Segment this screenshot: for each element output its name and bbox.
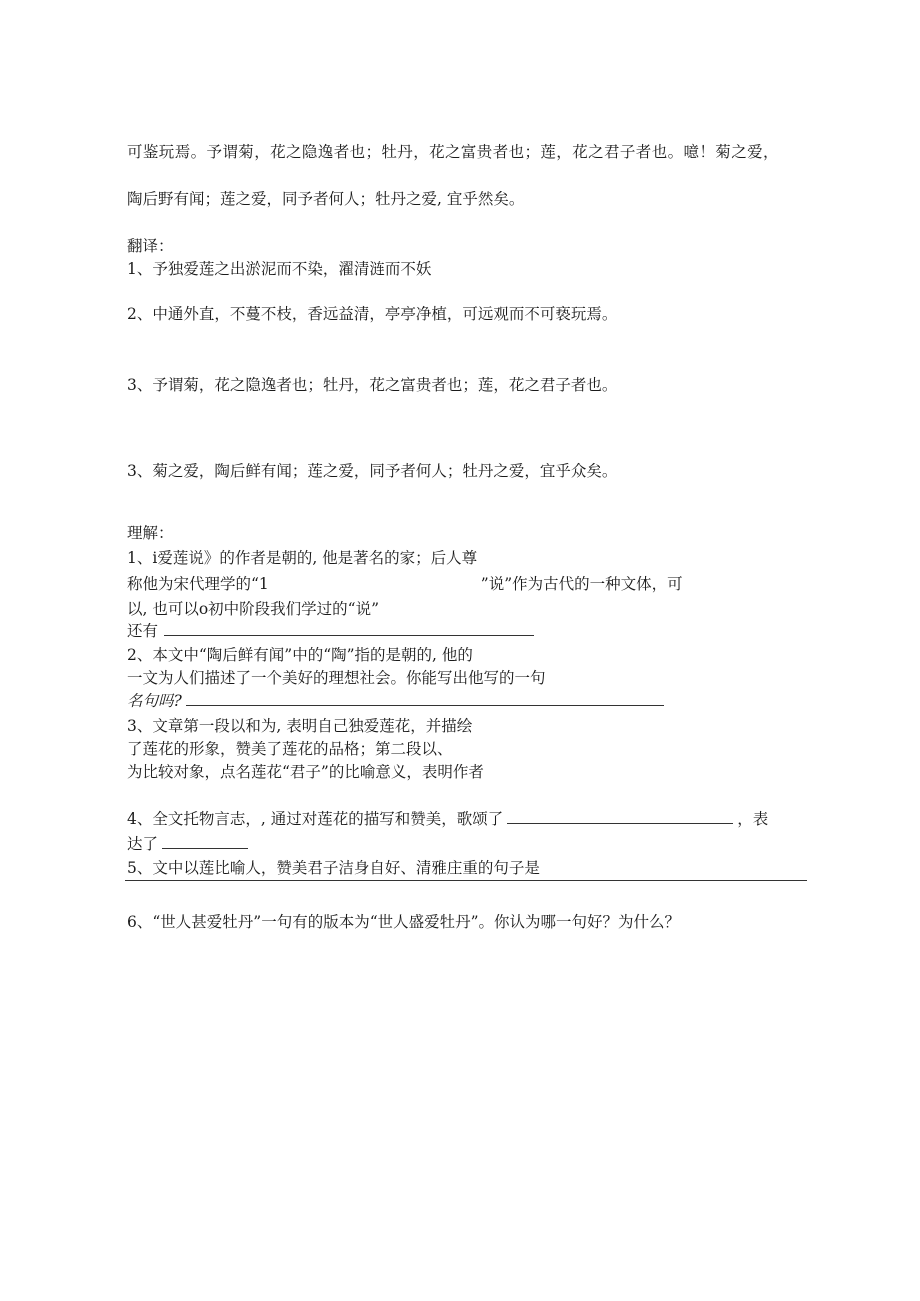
question-1-line-2: [127, 574, 683, 594]
question-5: 5、文中以莲比喻人，赞美君子洁身自好、清雅庄重的句子是: [127, 859, 540, 877]
question-2-line-3: [127, 691, 664, 711]
translation-heading: 翻译：: [127, 237, 174, 255]
question-3-line-3: 为比较对象，点名莲花“君子”的比喻意义，表明作者: [127, 763, 484, 781]
question-2-line-1: 2、本文中“陶后鲜有闻”中的“陶”指的是朝的, 他的: [127, 646, 473, 664]
question-2-line-3-label: 名句吗?: [127, 692, 182, 710]
question-1-line-2-start: 称他为宋代理学的“1: [127, 575, 269, 593]
question-1-line-2-end: ”说”作为古代的一种文体，可: [480, 575, 683, 593]
original-text-line-1: 可鉴玩焉。予谓菊，花之隐逸者也；牡丹，花之富贵者也；莲，花之君子者也。噫！菊之爱，: [127, 143, 779, 161]
question-2-answer-blank[interactable]: [186, 691, 664, 706]
translation-item-4: 3、菊之爱，陶后鲜有闻；莲之爱，同予者何人；牡丹之爱，宜乎众矣。: [127, 462, 618, 480]
translation-item-2: 2、中通外直，不蔓不枝，香远益清，亭亭净植，可远观而不可亵玩焉。: [127, 305, 618, 323]
question-6: 6、“世人甚爱牡丹”一句有的版本为“世人盛爱牡丹”。你认为哪一句好？为什么？: [127, 913, 681, 931]
question-3-line-1: 3、文章第一段以和为, 表明自己独爱莲花，并描绘: [127, 717, 473, 735]
question-1-line-4: [127, 621, 534, 641]
question-1-line-1: 1、i爱莲说》的作者是朝的, 他是著名的家；后人尊: [127, 549, 478, 567]
question-4-line-2: [127, 834, 248, 854]
question-4-line-1: [127, 809, 768, 829]
question-2-line-2: 一文为人们描述了一个美好的理想社会。你能写出他写的一句: [127, 669, 546, 687]
question-4-line-2-label: 达了: [127, 835, 159, 853]
original-text-line-2: 陶后野有闻；莲之爱，同予者何人；牡丹之爱, 宜乎然矣。: [127, 190, 525, 208]
question-4-line-1-end: ，表: [737, 810, 769, 828]
question-4-answer-blank-1[interactable]: [507, 809, 733, 824]
question-1-line-3: 以, 也可以o初中阶段我们学过的“说”: [127, 600, 380, 618]
question-4-answer-blank-2[interactable]: [162, 834, 248, 849]
question-5-answer-line[interactable]: [125, 880, 807, 881]
translation-item-3: 3、予谓菊，花之隐逸者也；牡丹，花之富贵者也；莲，花之君子者也。: [127, 376, 618, 394]
question-3-line-2: 了莲花的形象，赞美了莲花的品格；第二段以、: [127, 740, 453, 758]
question-4-line-1-start: 4、全文托物言志，, 通过对莲花的描写和赞美，歌颂了: [127, 810, 504, 828]
translation-item-1: 1、予独爱莲之出淤泥而不染，濯清涟而不妖: [127, 260, 432, 278]
comprehension-heading: 理解：: [127, 524, 174, 542]
question-1-answer-blank[interactable]: [164, 621, 534, 636]
question-1-line-4-label: 还有: [127, 622, 159, 640]
